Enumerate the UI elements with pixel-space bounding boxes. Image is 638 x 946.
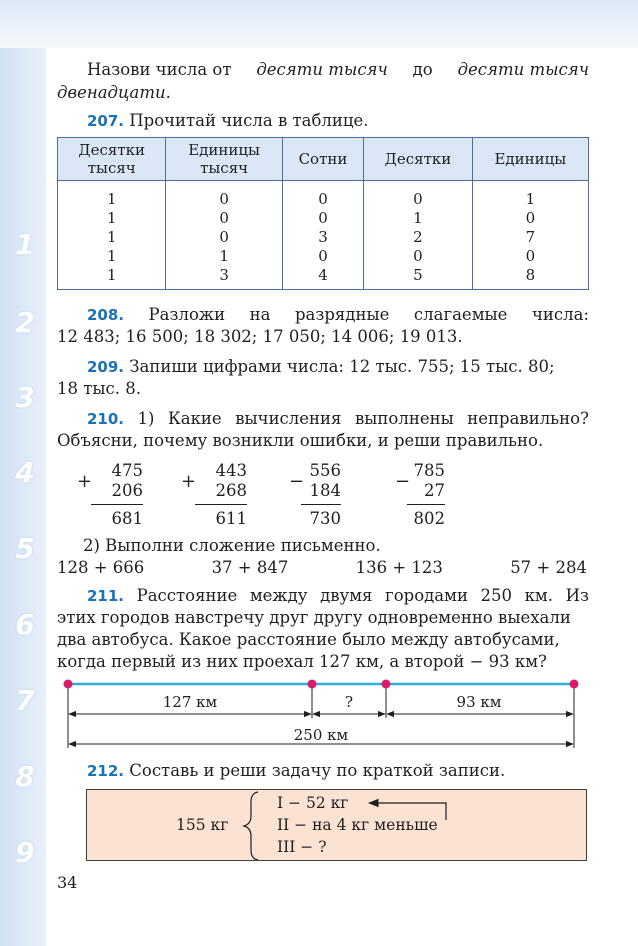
sidebar-number: 3 xyxy=(15,381,35,414)
table-cell: 0 0 3 0 4 xyxy=(282,181,364,290)
result: 611 xyxy=(215,509,247,528)
task-word: Разложи xyxy=(148,305,226,324)
task-word: неправильно? xyxy=(467,409,589,428)
table-header: Единицы тысяч xyxy=(166,138,282,181)
addend: 184 xyxy=(309,481,341,500)
task-word: разрядные xyxy=(294,305,390,324)
sum-rule xyxy=(407,504,445,505)
table-header: Десятки тысяч xyxy=(58,138,166,181)
task-word: км. xyxy=(524,586,554,605)
addend: 27 xyxy=(424,481,445,500)
addend: 268 xyxy=(215,481,247,500)
task-211 xyxy=(57,585,589,607)
task-number: 212. xyxy=(87,762,125,780)
task-210-line-2: Объясни, почему возникли ошибки, и реши правильно. xyxy=(57,431,544,450)
task-word: двумя xyxy=(320,586,373,605)
task-207 xyxy=(57,110,589,132)
operator: + xyxy=(77,471,93,492)
intro-line-2 xyxy=(57,82,589,104)
point-b xyxy=(308,680,317,689)
task-word: Какие xyxy=(168,409,222,428)
task-210 xyxy=(57,408,589,430)
task-word: городами xyxy=(385,586,468,605)
addend: 443 xyxy=(215,461,247,480)
task-word: на xyxy=(249,305,271,324)
result: 802 xyxy=(413,509,445,528)
task-word: 1) xyxy=(137,409,155,428)
label-93: 93 км xyxy=(456,693,502,711)
operator: − xyxy=(395,471,411,492)
task-210-part-2: 2) Выполни сложение письменно. xyxy=(83,536,381,555)
label-total: 250 км xyxy=(293,726,349,744)
table-header-row xyxy=(58,138,589,181)
intro-text: Назови числа от xyxy=(87,60,232,79)
task-211-line-2: этих городов навстречу друг другу одновременно выехали xyxy=(57,608,571,627)
task-word: между xyxy=(249,586,308,605)
intro-italic: двенадцати xyxy=(57,83,166,102)
top-band xyxy=(0,0,638,48)
sidebar-number: 4 xyxy=(15,456,35,489)
point-d xyxy=(570,680,579,689)
table-cell: 0 0 0 1 3 xyxy=(166,181,282,290)
table-header: Десятки xyxy=(364,138,472,181)
task-word: числа: xyxy=(531,305,589,324)
column-calc xyxy=(77,461,143,529)
sidebar-number: 6 xyxy=(15,608,35,641)
sidebar-number: 7 xyxy=(15,684,35,717)
sum-list xyxy=(57,557,589,579)
sum-rule xyxy=(301,504,341,505)
task-word: выполнены xyxy=(354,409,454,428)
column-calc xyxy=(289,461,341,529)
addend: 556 xyxy=(309,461,341,480)
task-209 xyxy=(57,356,589,378)
addend: 475 xyxy=(111,461,143,480)
row-2: II − на 4 кг меньше xyxy=(277,816,438,834)
task-number: 210. xyxy=(87,410,125,428)
page-number: 34 xyxy=(57,873,78,892)
table-cell: 1 1 1 1 1 xyxy=(58,181,166,290)
task-number: 209. xyxy=(87,358,125,376)
task-number: 208. xyxy=(87,306,125,324)
task-word: Расстояние xyxy=(136,586,238,605)
sum-rule xyxy=(91,504,143,505)
operator: − xyxy=(289,471,305,492)
sum-item: 37 + 847 xyxy=(211,558,289,577)
digit-table xyxy=(57,137,589,290)
task-word: вычисления xyxy=(235,409,342,428)
sidebar-number: 1 xyxy=(15,228,35,261)
row-1: I − 52 кг xyxy=(277,794,349,812)
sum-item: 136 + 123 xyxy=(355,558,443,577)
addend: 206 xyxy=(111,481,143,500)
table-row xyxy=(58,181,589,290)
point-a xyxy=(64,680,73,689)
task-text: Составь и реши задачу по краткой записи. xyxy=(124,761,506,780)
table-header: Сотни xyxy=(282,138,364,181)
intro-italic: десяти тысяч xyxy=(457,60,589,79)
table-header: Единицы xyxy=(472,138,588,181)
task-211-line-4: когда первый из них проехал 127 км, а второй − 93 км? xyxy=(57,652,547,671)
sidebar-number: 2 xyxy=(15,306,35,339)
label-127: 127 км xyxy=(162,693,218,711)
task-number: 207. xyxy=(87,112,125,130)
intro-italic: десяти тысяч xyxy=(256,60,388,79)
task-text: Прочитай числа в таблице. xyxy=(124,111,369,130)
task-208-line-2: 12 483; 16 500; 18 302; 17 050; 14 006; 19 013. xyxy=(57,327,463,346)
task-211-line-3: два автобуса. Какое расстояние было между автобусами, xyxy=(57,630,560,649)
result: 681 xyxy=(111,509,143,528)
row-3: III − ? xyxy=(277,838,327,856)
intro-text: . xyxy=(165,83,171,102)
column-calc xyxy=(395,461,445,529)
task-text: Запиши цифрами числа: 12 тыс. 755; 15 тыс. 80; xyxy=(124,357,555,376)
task-word: 250 xyxy=(480,586,513,605)
intro-text: до xyxy=(412,60,433,79)
total-weight: 155 кг xyxy=(176,816,229,834)
intro-line-1 xyxy=(57,59,589,81)
sum-item: 128 + 666 xyxy=(57,558,145,577)
sidebar-number: 8 xyxy=(15,760,35,793)
task-word: Из xyxy=(565,586,589,605)
addend: 785 xyxy=(413,461,445,480)
table-cell: 1 0 7 0 8 xyxy=(472,181,588,290)
result: 730 xyxy=(309,509,341,528)
operator: + xyxy=(181,471,197,492)
sidebar-strip xyxy=(0,48,46,946)
sum-item: 57 + 284 xyxy=(510,558,587,577)
short-record-box xyxy=(86,789,587,861)
sidebar-number: 5 xyxy=(15,532,35,565)
column-calc xyxy=(181,461,247,529)
point-c xyxy=(382,680,391,689)
sum-rule xyxy=(195,504,247,505)
task-number: 211. xyxy=(87,587,125,605)
sidebar-number: 9 xyxy=(15,836,35,869)
task-209-line-2: 18 тыс. 8. xyxy=(57,379,141,398)
label-unknown: ? xyxy=(344,693,354,711)
table-cell: 0 1 2 0 5 xyxy=(364,181,472,290)
task-word: слагаемые xyxy=(413,305,508,324)
task-208 xyxy=(57,304,589,326)
task-212 xyxy=(57,760,589,782)
